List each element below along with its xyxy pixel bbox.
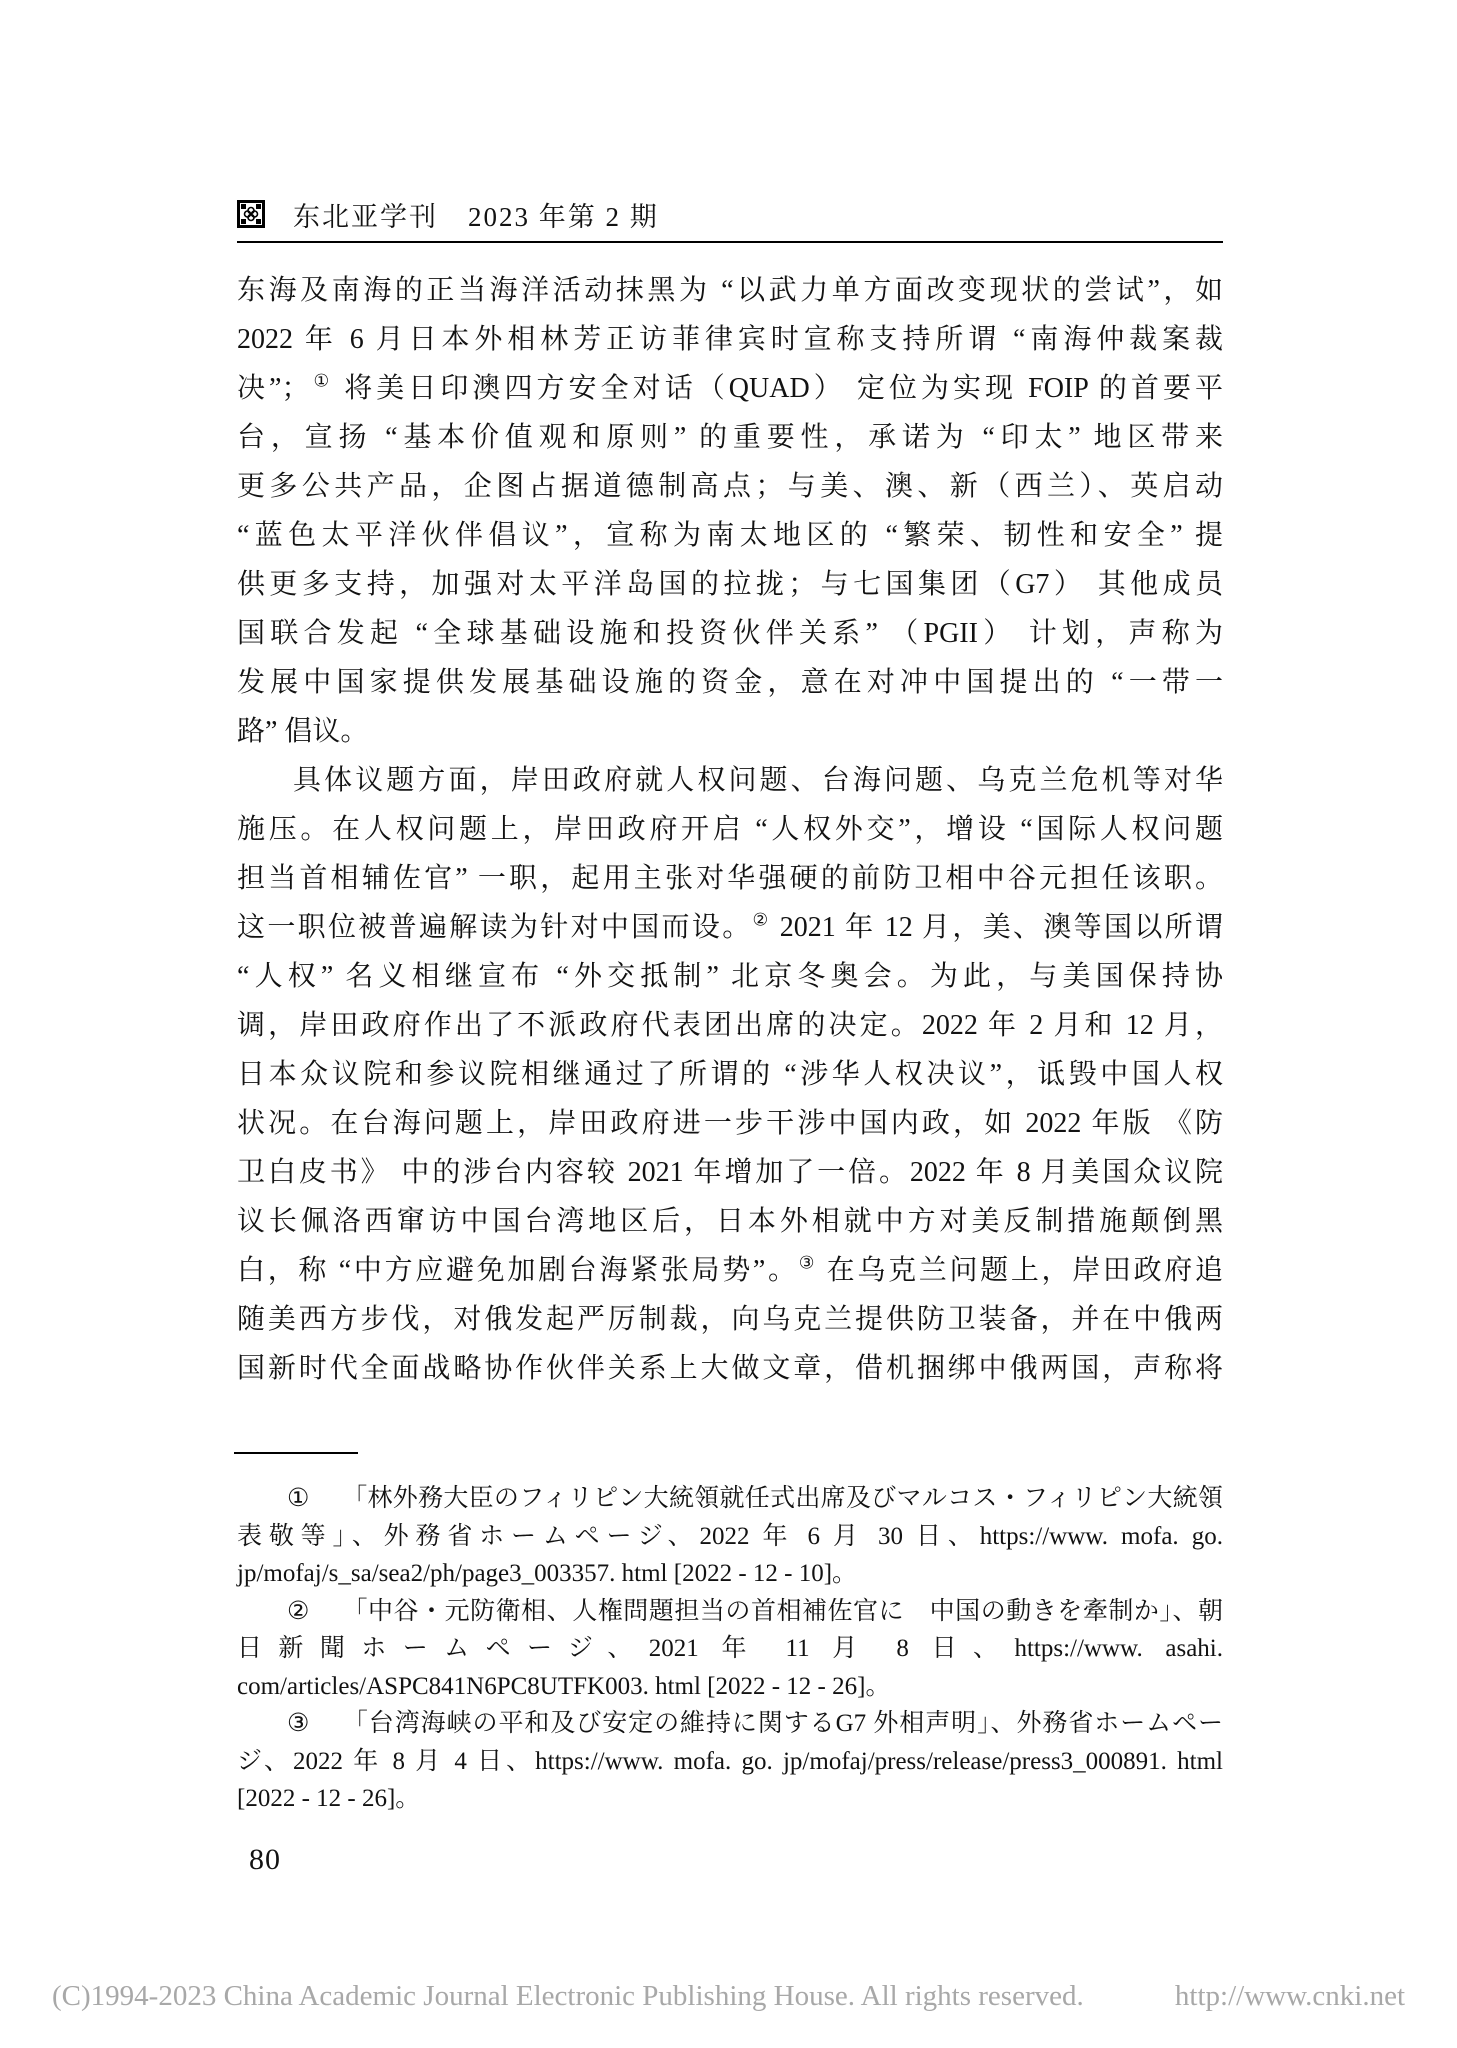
footnote-ref: ② xyxy=(752,910,771,930)
body-line: 卫白皮书》 中的涉台内容较 2021 年增加了一倍。2022 年 8 月美国众议院 xyxy=(237,1157,1223,1188)
body-line: 施压。在人权问题上，岸田政府开启 “人权外交”，增设 “国际人权问题 xyxy=(237,814,1223,845)
body-text xyxy=(237,266,1223,1393)
watermark-footer xyxy=(0,1980,1457,2013)
body-line: 台，宣扬 “基本价值观和原则” 的重要性，承诺为 “印太” 地区带来 xyxy=(237,422,1223,453)
footnotes xyxy=(237,1480,1223,1818)
body-line: 供更多支持，加强对太平洋岛国的拉拢；与七国集团（G7） 其他成员 xyxy=(237,569,1223,600)
body-line: 随美西方步伐，对俄发起严厉制裁，向乌克兰提供防卫装备，并在中俄两 xyxy=(237,1304,1223,1335)
footnote: ② 「中谷・元防衛相、人権問題担当の首相補佐官に 中国の動きを牽制か」、朝日新聞ホームページ、2021 年 11 月 8 日、https://www. asahi. com/articles/ASPC841N6PC8UTFK003. html [2022 - 12 - 26]。 xyxy=(237,1597,1223,1700)
body-line: 国新时代全面战略协作伙伴关系上大做文章，借机捆绑中俄两国，声称将 xyxy=(237,1353,1223,1384)
footnote-marker: ① xyxy=(287,1485,310,1512)
footnote-marker: ③ xyxy=(287,1710,311,1737)
page-header xyxy=(237,196,1223,232)
issue-label: 2023 年第 2 期 xyxy=(468,201,659,232)
body-line: 更多公共产品，企图占据道德制高点；与美、澳、新（西兰）、英启动 xyxy=(237,471,1223,502)
body-line: 2022 年 6 月日本外相林芳正访菲律宾时宣称支持所谓 “南海仲裁案裁 xyxy=(237,324,1223,355)
body-line: 状况。在台海问题上，岸田政府进一步干涉中国内政，如 2022 年版 《防 xyxy=(237,1108,1223,1139)
page-number: 80 xyxy=(249,1843,281,1876)
body-line: 日本众议院和参议院相继通过了所谓的 “涉华人权决议”，诋毁中国人权 xyxy=(237,1059,1223,1090)
journal-lattice-flower-icon xyxy=(237,200,265,228)
footnote-separator xyxy=(234,1452,358,1454)
body-line: 发展中国家提供发展基础设施的资金，意在对冲中国提出的 “一带一 xyxy=(237,667,1223,698)
body-line: 决”；① 将美日印澳四方安全对话（QUAD） 定位为实现 FOIP 的首要平 xyxy=(237,371,1223,404)
footnote-ref: ③ xyxy=(798,1253,817,1273)
body-line: 白，称 “中方应避免加剧台海紧张局势”。③ 在乌克兰问题上，岸田政府追 xyxy=(237,1253,1223,1286)
footnote: ③ 「台湾海峡の平和及び安定の維持に関するG7 外相声明」、外務省ホームページ、2022 年 8 月 4 日、https://www. mofa. go. jp/mofaj/press/release/press3_000891. html [2022 - 12 - 26]。 xyxy=(237,1710,1223,1812)
header-rule xyxy=(237,241,1223,243)
body-line: 议长佩洛西窜访中国台湾地区后，日本外相就中方对美反制措施颠倒黑 xyxy=(237,1206,1223,1237)
body-line: 东海及南海的正当海洋活动抹黑为 “以武力单方面改变现状的尝试”，如 xyxy=(237,275,1223,306)
footnote: ① 「林外務大臣のフィリピン大統領就任式出席及びマルコス・フィリピン大統領表敬等」、外務省ホームページ、2022 年 6 月 30 日、https://www. mofa. go. jp/mofaj/s_sa/sea2/ph/page3_003357. html [2022 - 12 - 10]。 xyxy=(237,1485,1223,1587)
body-line: 路” 倡议。 xyxy=(237,716,369,747)
footnote-marker: ② xyxy=(287,1597,310,1625)
body-line: 调，岸田政府作出了不派政府代表团出席的决定。2022 年 2 月和 12 月， xyxy=(237,1010,1223,1041)
cnki-url: http://www.cnki.net xyxy=(1174,1980,1405,2012)
copyright-watermark: (C)1994-2023 China Academic Journal Electronic Publishing House. All rights reserved. xyxy=(52,1980,1084,2012)
body-line: 担当首相辅佐官” 一职，起用主张对华强硬的前防卫相中谷元担任该职。 xyxy=(237,863,1223,894)
footnote-ref: ① xyxy=(309,371,334,391)
body-line: 具体议题方面，岸田政府就人权问题、台海问题、乌克兰危机等对华 xyxy=(293,765,1223,796)
body-line: “蓝色太平洋伙伴倡议”，宣称为南太地区的 “繁荣、韧性和安全” 提 xyxy=(237,520,1223,551)
body-line: 国联合发起 “全球基础设施和投资伙伴关系” （PGII） 计划，声称为 xyxy=(237,618,1223,649)
body-line: 这一职位被普遍解读为针对中国而设。② 2021 年 12 月，美、澳等国以所谓 xyxy=(237,910,1223,943)
body-line: “人权” 名义相继宣布 “外交抵制” 北京冬奥会。为此，与美国保持协 xyxy=(237,961,1223,992)
journal-title: 东北亚学刊 xyxy=(293,201,438,232)
